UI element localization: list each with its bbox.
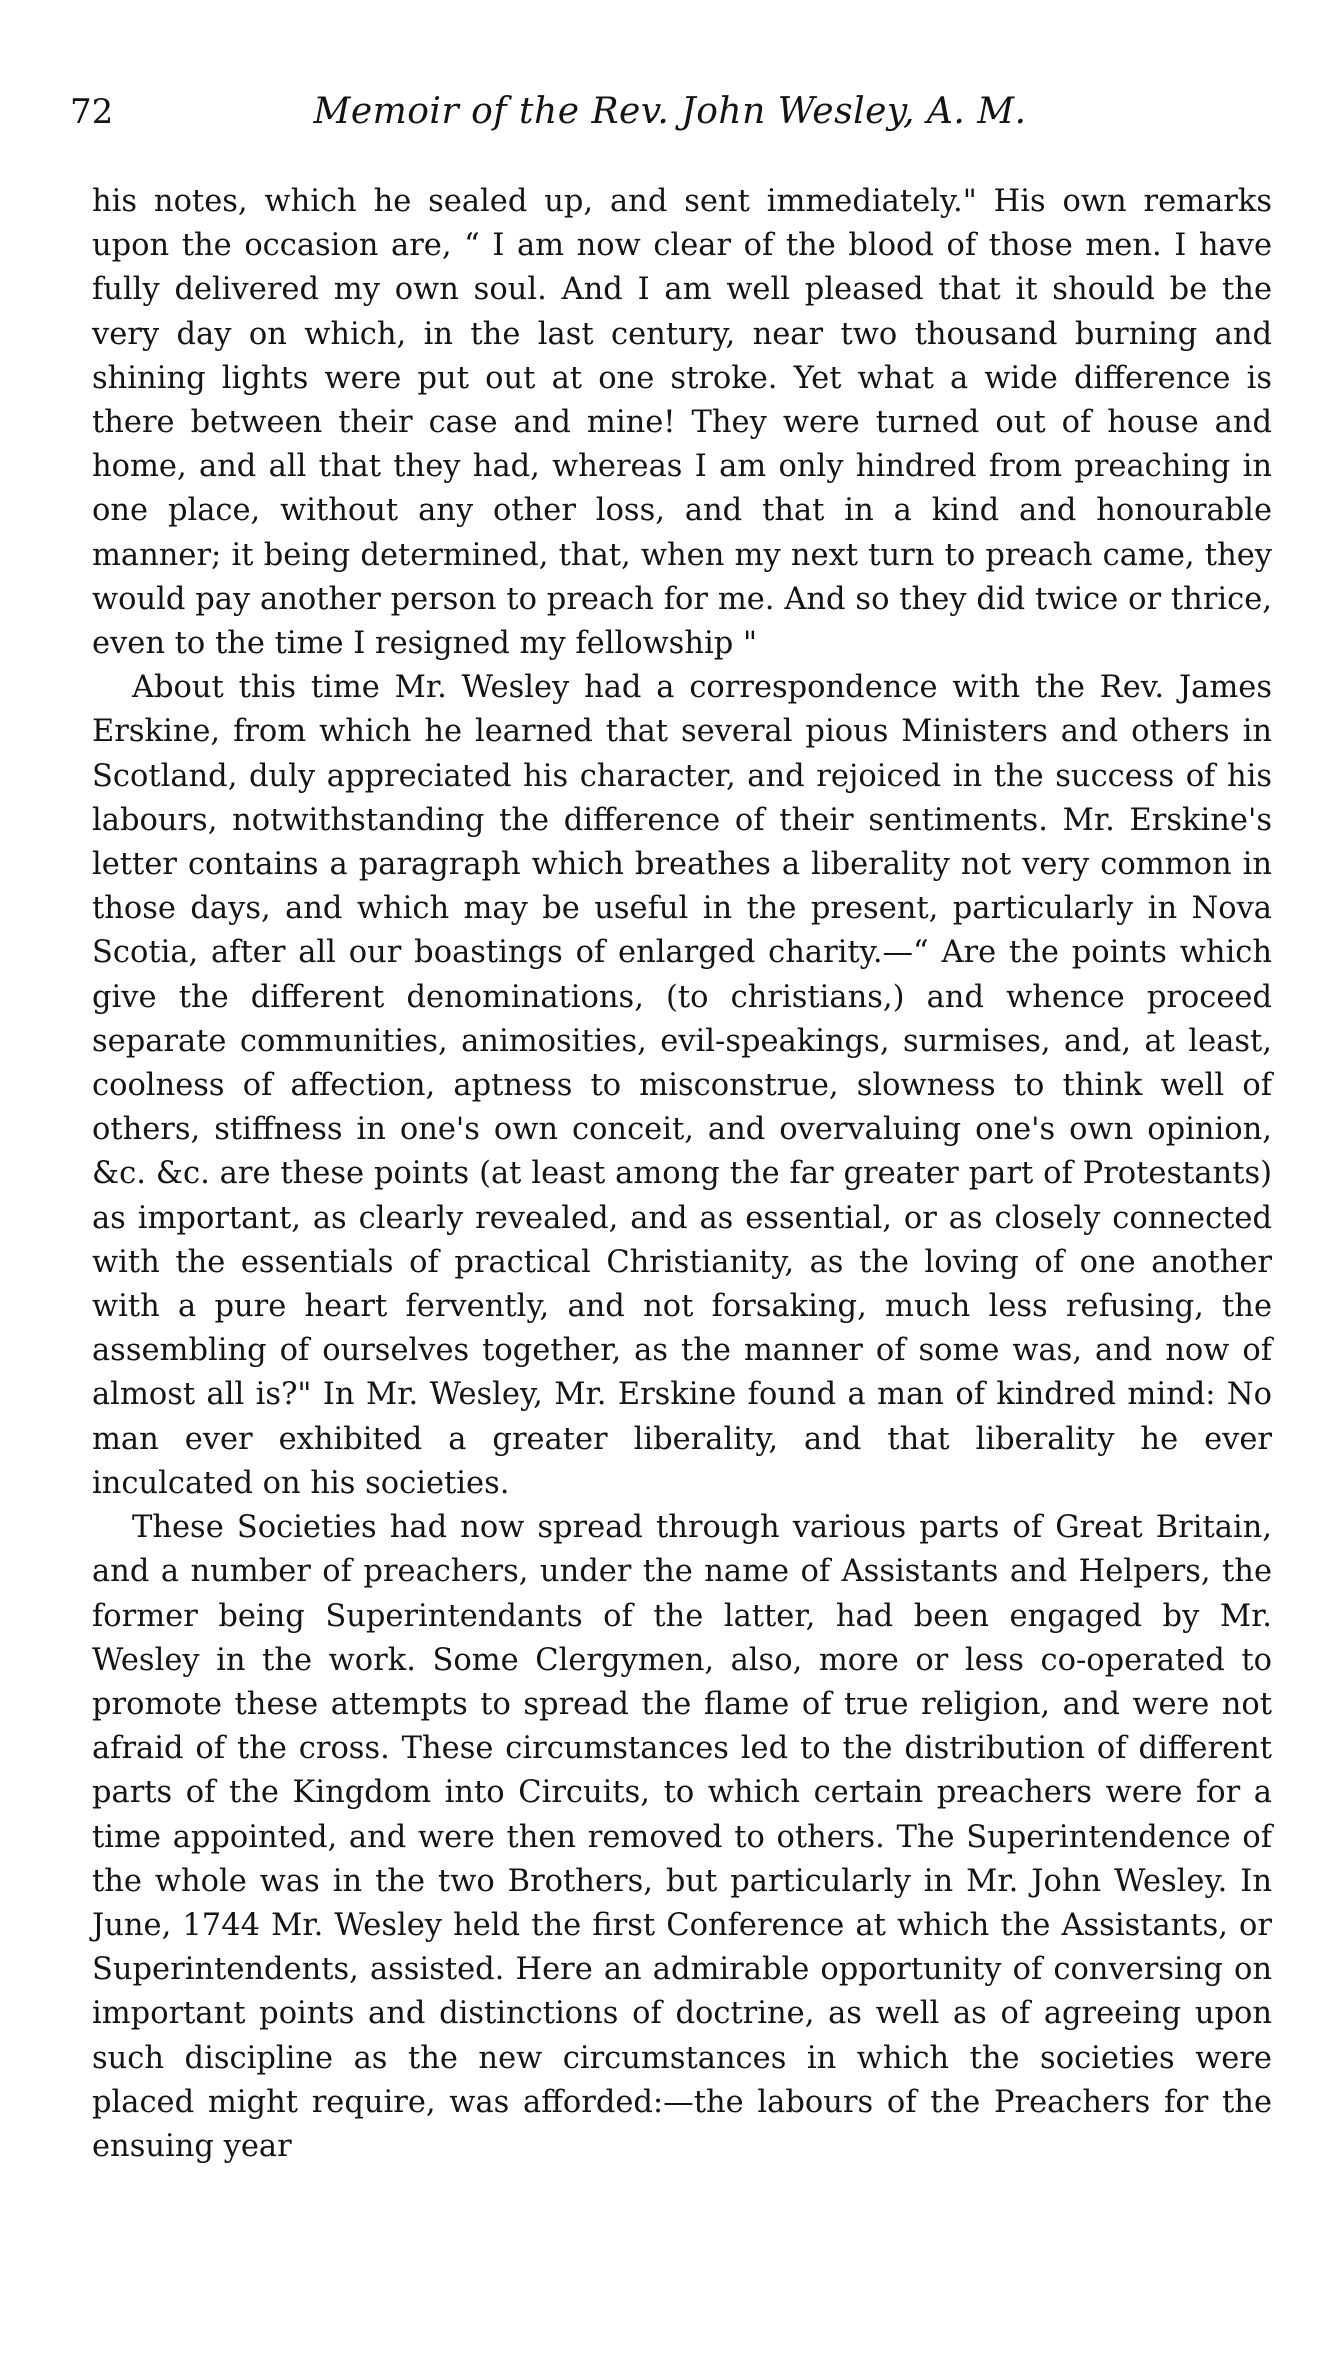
paragraph-continued: his notes, which he sealed up, and sent immediately." His own remarks upon the occasion are, “ I am now clear of the blood of those men. I have fully delivered my own soul. And I am well pleased that it should be the very day on which, in the last century, near two thousand burning and shining lights were put out at one stroke. Yet what a wide difference is there between their case and mine! They were turned out of house and home, and all that they had, whereas I am only hindred from preaching in one place, without any other loss, and that in a kind and honourable manner; it being determined, that, when my next turn to preach came, they would pay another person to preach for me. And so they did twice or thrice, even to the time I resigned my fellowship " <box>92 184 1272 662</box>
page-number: 72 <box>70 92 114 132</box>
running-title: Memoir of the Rev. John Wesley, A. M. <box>313 91 1027 132</box>
paragraph-societies-conference: These Societies had now spread through various parts of Great Britain, and a number of preachers, under the name of Assistants and Helpers, the former being Superintendants of the latter, had been engaged by Mr. Wesley in the work. Some Clergymen, also, more or less co-operated to promote these attempts to spread the flame of true religion, and were not afraid of the cross. These circumstances led to the distribution of different parts of the Kingdom into Circuits, to which certain preachers were for a time appointed, and were then removed to others. The Superintendence of the whole was in the two Brothers, but particularly in Mr. John Wesley. In June, 1744 Mr. Wesley held the first Conference at which the Assistants, or Superintendents, assisted. Here an admirable opportunity of conversing on important points and distinctions of doctrine, as well as of agreeing upon such discipline as the new circumstances in which the societies were placed might require, was afforded:—the labours of the Preachers for the ensuing year <box>92 1510 1272 2164</box>
body-text <box>92 180 1272 2169</box>
page-header <box>70 92 1270 152</box>
paragraph-erskine-correspondence: About this time Mr. Wesley had a correspondence with the Rev. James Erskine, from which he learned that several pious Ministers and others in Scotland, duly appreciated his character, and rejoiced in the success of his labours, notwithstanding the difference of their sentiments. Mr. Erskine's letter contains a paragraph which breathes a liberality not very common in those days, and which may be useful in the present, particularly in Nova Scotia, after all our boastings of enlarged charity.—“ Are the points which give the different denominations, (to christians,) and whence proceed separate communities, animosities, evil-speakings, surmises, and, at least, coolness of affection, aptness to misconstrue, slowness to think well of others, stiffness in one's own conceit, and overvaluing one's own opinion, &c. &c. are these points (at least among the far greater part of Protestants) as important, as clearly revealed, and as essential, or as closely connected with the essentials of practical Christianity, as the loving of one another with a pure heart fervently, and not forsaking, much less refusing, the assembling of ourselves together, as the manner of some was, and now of almost all is?" In Mr. Wesley, Mr. Erskine found a man of kindred mind: No man ever exhibited a greater liberality, and that liberality he ever inculcated on his societies. <box>92 670 1272 1501</box>
